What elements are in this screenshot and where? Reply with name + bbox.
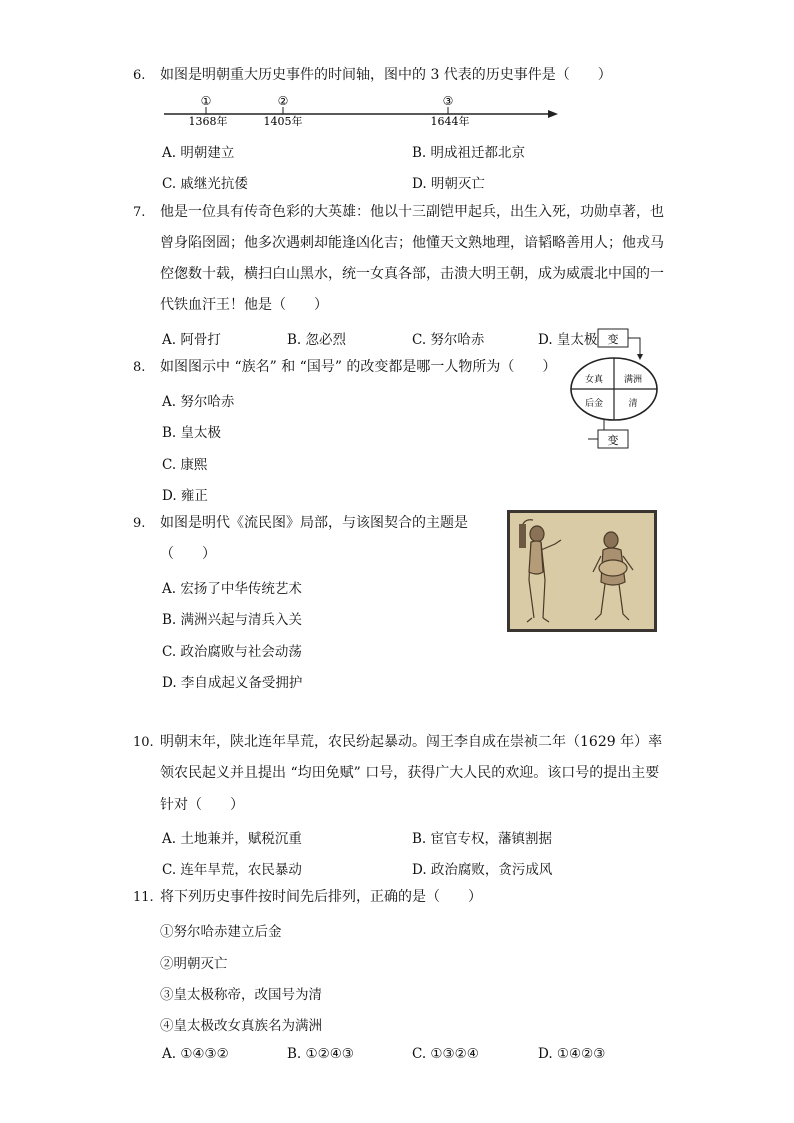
diagram-cell-tr: 满洲 (623, 375, 643, 385)
q8-option-d[interactable]: D. 雍正 (162, 488, 208, 504)
q9-option-b[interactable]: B. 满洲兴起与清兵入关 (162, 612, 303, 628)
q11-event-1: ①努尔哈赤建立后金 (160, 924, 282, 940)
question-6-number: 6. (133, 68, 146, 83)
timeline-marker-2: ② (277, 94, 289, 108)
diagram-top-label: 变 (607, 333, 619, 346)
q7-option-b[interactable]: B. 忽必烈 (287, 332, 347, 348)
q8-option-c[interactable]: C. 康熙 (162, 457, 208, 473)
question-10-line-1: 明朝末年，陕北连年旱荒，农民纷起暴动。闯王李自成在崇祯二年（1629 年）率 (160, 734, 663, 750)
question-7-line-1: 他是一位具有传奇色彩的大英雄：他以十三副铠甲起兵，出生入死，功勋卓著，也 (160, 204, 664, 220)
timeline-marker-3: ③ (442, 94, 454, 108)
question-10-number: 10. (133, 735, 154, 750)
q9-option-d[interactable]: D. 李自成起义备受拥护 (162, 675, 303, 691)
question-8-number: 8. (133, 360, 146, 375)
q10-option-c[interactable]: C. 连年旱荒，农民暴动 (162, 862, 302, 878)
q6-option-b[interactable]: B. 明成祖迁都北京 (412, 145, 526, 161)
diagram-arrowhead-top (637, 354, 643, 360)
q10-option-d[interactable]: D. 政治腐败，贪污成风 (412, 862, 553, 878)
question-7-line-3: 倥偬数十载，横扫白山黑水，统一女真各部，击溃大明王朝，成为威震北中国的一 (160, 266, 664, 282)
q7-option-d[interactable]: D. 皇太极 (538, 332, 598, 348)
question-11-number: 11. (133, 890, 154, 905)
question-8-stem: 如图图示中 “族名” 和 “国号” 的改变都是哪一人物所为（ ） (160, 359, 557, 375)
q8-option-b[interactable]: B. 皇太极 (162, 425, 222, 441)
question-7-line-4: 代铁血汗王！他是（ ） (160, 297, 328, 313)
q6-option-c[interactable]: C. 戚继光抗倭 (162, 176, 248, 192)
q10-option-a[interactable]: A. 土地兼并，赋税沉重 (162, 831, 302, 847)
q11-option-a[interactable]: A. ①④③② (162, 1046, 229, 1062)
q9-option-c[interactable]: C. 政治腐败与社会动荡 (162, 644, 302, 660)
timeline-year-2: 1405年 (263, 115, 303, 126)
question-10-line-3: 针对（ ） (160, 797, 244, 813)
q6-option-a[interactable]: A. 明朝建立 (162, 145, 235, 161)
diagram-cell-br: 清 (628, 399, 638, 409)
question-9-stem-line-2: （ ） (160, 546, 216, 562)
refugee-painting-image (507, 510, 657, 632)
question-10-line-2: 领农民起义并且提出 “均田免赋” 口号，获得广大人民的欢迎。该口号的提出主要 (160, 765, 660, 781)
question-6-stem: 如图是明朝重大历史事件的时间轴，图中的 3 代表的历史事件是（ ） (160, 67, 612, 83)
name-change-diagram (564, 328, 664, 450)
diagram-bottom-label: 变 (607, 434, 619, 447)
question-9-stem-line-1: 如图是明代《流民图》局部，与该图契合的主题是 (160, 515, 468, 531)
question-7-number: 7. (133, 205, 146, 220)
question-9-number: 9. (133, 516, 146, 531)
q11-event-4: ④皇太极改女真族名为满洲 (160, 1018, 322, 1034)
question-11-stem: 将下列历史事件按时间先后排列，正确的是（ ） (160, 889, 482, 905)
q6-option-d[interactable]: D. 明朝灭亡 (412, 176, 485, 192)
q11-option-b[interactable]: B. ①②④③ (287, 1046, 354, 1062)
diagram-cell-bl: 后金 (584, 399, 604, 409)
q9-option-a[interactable]: A. 宏扬了中华传统艺术 (162, 581, 302, 597)
timeline-year-1: 1368年 (188, 115, 228, 126)
timeline-marker-1: ① (200, 94, 212, 108)
q11-event-3: ③皇太极称帝，改国号为清 (160, 987, 322, 1003)
q7-option-c[interactable]: C. 努尔哈赤 (412, 332, 485, 348)
timeline-figure (162, 94, 562, 126)
q11-option-d[interactable]: D. ①④②③ (538, 1046, 606, 1062)
diagram-arrow-top (628, 338, 640, 356)
q11-event-2: ②明朝灭亡 (160, 956, 228, 972)
q11-option-c[interactable]: C. ①③②④ (412, 1046, 479, 1062)
q7-option-a[interactable]: A. 阿骨打 (162, 332, 221, 348)
timeline-year-3: 1644年 (430, 115, 470, 126)
q10-option-b[interactable]: B. 宦官专权，藩镇割据 (412, 831, 553, 847)
question-7-line-2: 曾身陷囹圄；他多次遇刺却能逢凶化吉；他懂天文熟地理，谙韬略善用人；他戎马 (160, 235, 664, 251)
timeline-arrowhead (548, 110, 558, 118)
q8-option-a[interactable]: A. 努尔哈赤 (162, 394, 235, 410)
diagram-cell-tl: 女真 (584, 375, 604, 385)
